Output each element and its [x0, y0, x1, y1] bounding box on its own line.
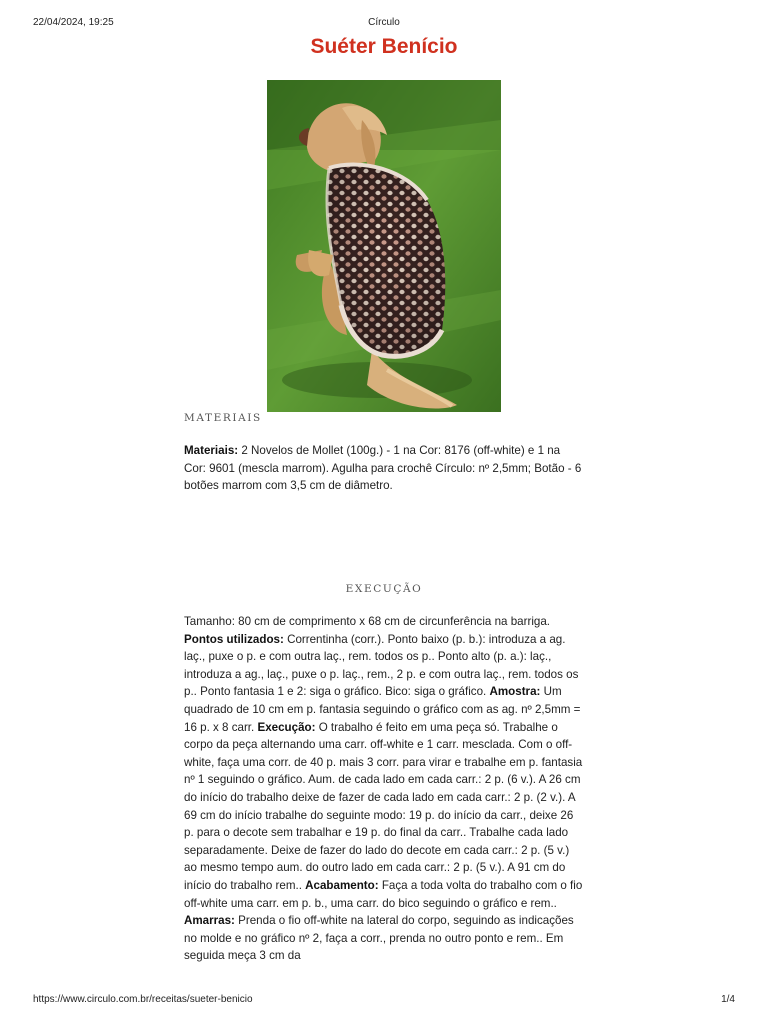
exec-segment: Um quadrado de 10 cm em p. fantasia seguindo o gráfico com as ag. nº 2,5mm = 16 p. x 8 carr. [184, 685, 581, 734]
exec-segment: O trabalho é feito em uma peça só. Trabalhe o corpo da peça alternando uma carr. off-white e 1 carr. mesclada. Com o off-white, faça uma corr. de 40 p. mais 3 corr. para virar e trabalhe em p. fantasia nº 1 seguindo o gráfico. Aum. de cada lado em cada carr.: 2 p. (6 v.). A 26 cm do início do trabalho deixe de fazer de cada lado em cada carr.: 2 p. (2 v.). A 69 cm do início trabalhe do seguinte modo: 19 p. do início da carr., deixe 26 p. para o decote sem trabalhar e 19 p. do final da carr.. Trabalhe cada lado separadamente. Deixe de fazer do lado do decote em cada carr.: 2 p. (5 v.) ao mesmo tempo aum. do outro lado em cada carr.: 2 p. (5 v.). A 91 cm do início do trabalho rem.. [184, 720, 583, 892]
print-url: https://www.circulo.com.br/receitas/sueter-benicio [33, 994, 253, 1005]
page-number: 1/4 [721, 994, 735, 1005]
exec-segment: Faça a toda volta do trabalho com o fio off-white uma carr. em p. b., uma carr. do bico seguindo o gráfico e rem.. [184, 878, 583, 910]
dog-sweater-photo [267, 80, 501, 412]
exec-segment-bold: Amarras: [184, 914, 235, 928]
print-datetime: 22/04/2024, 19:25 [33, 17, 114, 28]
materials-text: 2 Novelos de Mollet (100g.) - 1 na Cor: 8176 (off-white) e 1 na Cor: 9601 (mescla marrom). Agulha para crochê Círculo: nº 2,5mm; Botão - 6 botões marrom com 3,5 cm de diâmetro. [184, 444, 582, 493]
exec-segment-bold: Pontos utilizados: [184, 632, 284, 646]
exec-segment: Tamanho: 80 cm de comprimento x 68 cm de circunferência na barriga. [184, 615, 551, 628]
print-footer [33, 994, 735, 1008]
materials-label: Materiais: [184, 444, 239, 457]
page-title: Suéter Benício [310, 35, 458, 58]
execution-section-label: EXECUÇÃO [345, 583, 423, 595]
print-site-name: Círculo [368, 17, 400, 28]
exec-segment-bold: Acabamento: [305, 878, 379, 892]
materials-section-label: MATERIAIS [184, 412, 262, 424]
exec-segment: Prenda o fio off-white na lateral do corpo, seguindo as indicações no molde e no gráfico nº 2, faça a corr., prenda no outro ponto e rem.. Em seguida meça 3 cm da [184, 914, 574, 963]
print-header [33, 17, 735, 31]
exec-segment: Correntinha (corr.). Ponto baixo (p. b.): introduza a ag. laç., puxe o p. e com outra laç., rem. todos os p.. Ponto alto (p. a.): laç., introduza a ag., laç., puxe o p. laç., rem., 2 p. e com outra laç., rem. todos os p.. Ponto fantasia 1 e 2: siga o gráfico. Bico: siga o gráfico. [184, 632, 579, 699]
materials-paragraph [184, 442, 584, 495]
exec-segment-bold: Execução: [257, 720, 316, 734]
execution-paragraph [184, 613, 584, 988]
dog-sweater-illustration [267, 80, 501, 412]
exec-segment-bold: Amostra: [489, 685, 541, 699]
